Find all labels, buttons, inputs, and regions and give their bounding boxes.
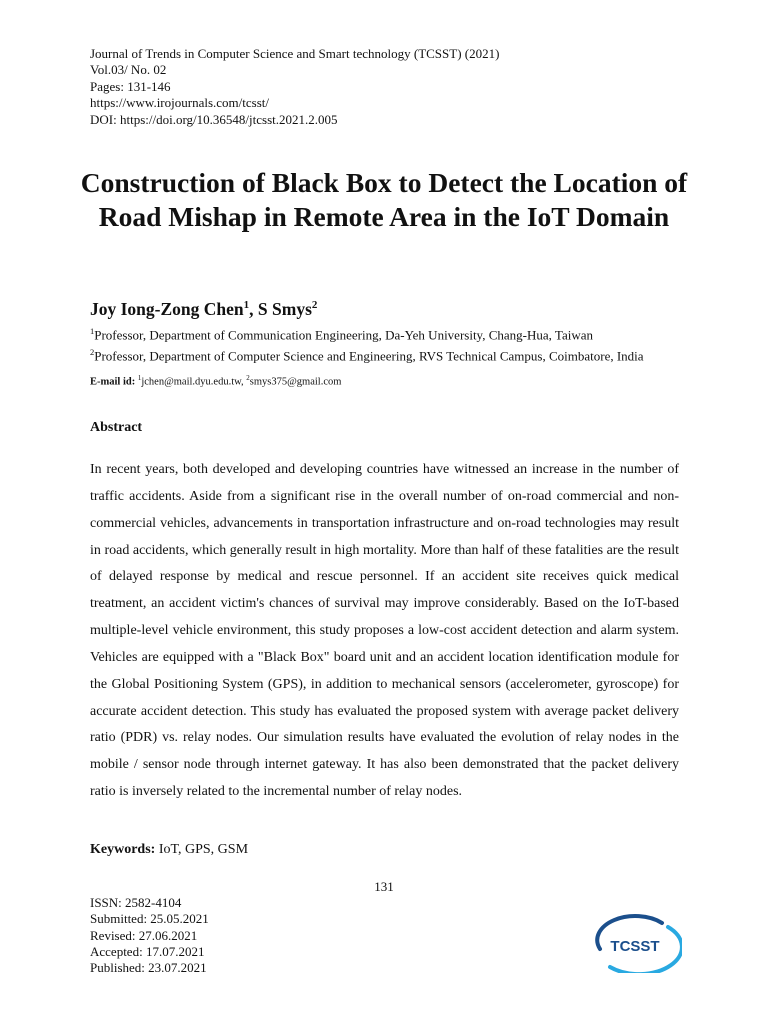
affiliation-text: Professor, Department of Communication Engineering, Da-Yeh University, Chang-Hua, Taiwan bbox=[94, 327, 593, 343]
email-superscript: 2 bbox=[246, 374, 250, 382]
published-date: Published: 23.07.2021 bbox=[90, 960, 207, 976]
keywords-value: IoT, GPS, GSM bbox=[155, 842, 249, 857]
affiliations bbox=[90, 323, 680, 365]
keywords-line bbox=[90, 842, 248, 858]
author-name: S Smys bbox=[257, 299, 312, 319]
page-number: 131 bbox=[374, 879, 394, 894]
publication-info bbox=[90, 895, 209, 976]
abstract-heading: Abstract bbox=[90, 420, 143, 435]
issn: ISSN: 2582-4104 bbox=[90, 895, 182, 910]
email-address[interactable]: smys375@gmail.com bbox=[249, 376, 342, 388]
email-line bbox=[90, 374, 341, 388]
journal-header bbox=[90, 46, 499, 128]
email-superscript: 1 bbox=[137, 374, 142, 382]
journal-url[interactable]: https://www.irojournals.com/tcsst/ bbox=[90, 95, 269, 111]
affiliation-superscript: 1 bbox=[90, 326, 95, 336]
affiliation-text: Professor, Department of Computer Science and Engineering, RVS Technical Campus, Coimbatore, India bbox=[94, 348, 644, 364]
journal-name: Journal of Trends in Computer Science and Smart technology (TCSST) (2021) bbox=[90, 46, 500, 61]
author-superscript: 1 bbox=[243, 299, 250, 312]
affiliation-2 bbox=[90, 344, 680, 365]
author-line bbox=[90, 299, 317, 320]
paper-title: Construction of Black Box to Detect the Location of Road Mishap in Remote Area in the IoT Domain bbox=[80, 167, 688, 232]
journal-doi[interactable]: DOI: https://doi.org/10.36548/jtcsst.2021.2.005 bbox=[90, 111, 338, 127]
logo-text: TCSST bbox=[610, 938, 660, 955]
affiliation-superscript: 2 bbox=[90, 346, 95, 357]
author-name: Joy Iong-Zong Chen bbox=[90, 299, 244, 319]
email-label: E-mail id: bbox=[90, 376, 138, 388]
author-superscript: 2 bbox=[311, 299, 318, 312]
accepted-date: Accepted: 17.07.2021 bbox=[90, 943, 205, 959]
tcsst-logo bbox=[592, 913, 682, 973]
revised-date: Revised: 27.06.2021 bbox=[90, 927, 198, 943]
author-separator: , bbox=[249, 299, 258, 319]
submitted-date: Submitted: 25.05.2021 bbox=[90, 911, 209, 927]
journal-pages: Pages: 131-146 bbox=[90, 78, 171, 94]
keywords-label: Keywords: bbox=[90, 842, 156, 857]
affiliation-1 bbox=[90, 323, 680, 344]
abstract-text: In recent years, both developed and developing countries have witnessed an increase in the number of traffic accidents. Aside from a significant rise in the overall number of on-road commercial and non-commercial vehicles, advancements in transportation infrastructure and on-road technologies may result in road accidents, which generally result in high mortality. More than half of these fatalities are the result of delayed response by medical and rescue personnel. If an accident site receives quick medical treatment, an accident victim's chances of survival may improve considerably. Based on the IoT-based multiple-level vehicle environment, this study proposes a low-cost accident detection and alarm system. Vehicles are equipped with a "Black Box" board unit and an accident location identification module for the Global Positioning System (GPS), in addition to mechanical sensors (accelerometer, gyroscope) for accurate accident detection. This study has evaluated the proposed system with average packet delivery ratio (PDR) vs. relay nodes. Our simulation results have evaluated the evolution of relay nodes in the mobile / sensor node through internet gateway. It has also been demonstrated that the packet delivery ratio is inversely related to the incremental number of relay nodes. bbox=[90, 462, 679, 800]
email-address[interactable]: jchen@mail.dyu.edu.tw, bbox=[141, 376, 247, 388]
journal-volume: Vol.03/ No. 02 bbox=[90, 62, 167, 78]
